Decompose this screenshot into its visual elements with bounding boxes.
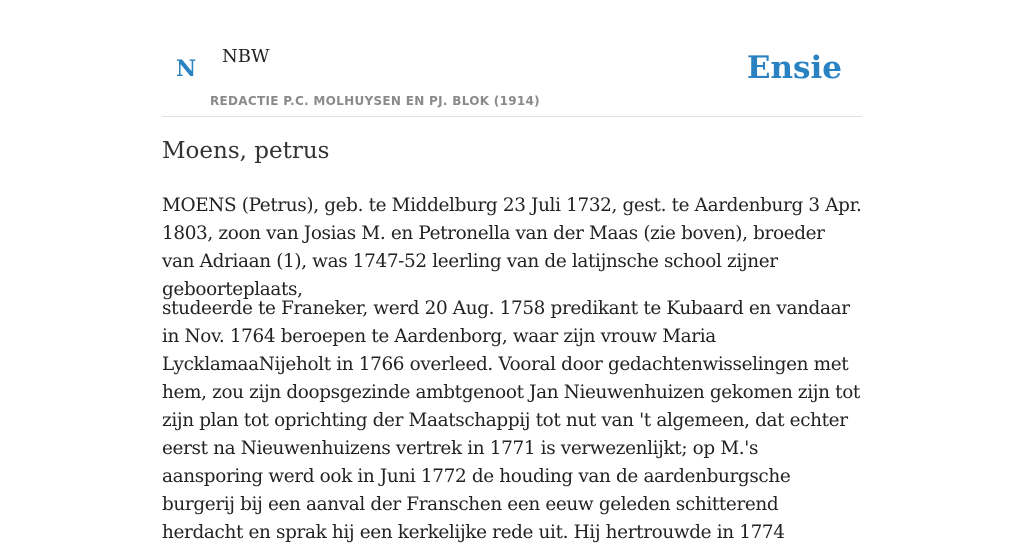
article-paragraph: studeerde te Franeker, werd 20 Aug. 1758 predikant te Kubaard en vandaar in Nov. 1764 beroepen te Aardenborg, waar zijn vrouw Maria LycklamaaNijeholt in 1766 overleed. Vooral door gedachtenwisselingen met hem, zou zijn doopsgezinde ambtgenoot Jan Nieuwenhuizen gekomen zijn tot zijn plan tot oprichting der Maatschappij tot nut van 't algemeen, dat echter eerst na Nieuwenhuizens vertrek in 1771 is verwezenlijkt; op M.'s aansporing werd ook in Juni 1772 de houding van de aardenburgsche burgerij bij een aanval der Franschen een eeuw geleden schitterend herdacht en sprak hij een kerkelijke rede uit. Hij hertrouwde in 1774 <box>162 298 860 543</box>
brand-logo-link[interactable]: Ensie <box>746 50 842 86</box>
source-name[interactable]: NBW <box>222 46 270 67</box>
source-subtitle: REDACTIE P.C. MOLHUYSEN EN PJ. BLOK (1914) <box>210 94 540 108</box>
article-paragraph: MOENS (Petrus), geb. te Middelburg 23 Juli 1732, gest. te Aardenburg 3 Apr. 1803, zoon van Josias M. en Petronella van der Maas (zie boven), broeder van Adriaan (1), was 1747-52 leerling van de latijnsche school zijner geboorteplaats, <box>162 195 862 300</box>
source-logo[interactable]: N <box>176 56 197 82</box>
article-title: Moens, petrus <box>162 138 330 164</box>
page <box>162 0 862 543</box>
source-header <box>162 0 862 117</box>
